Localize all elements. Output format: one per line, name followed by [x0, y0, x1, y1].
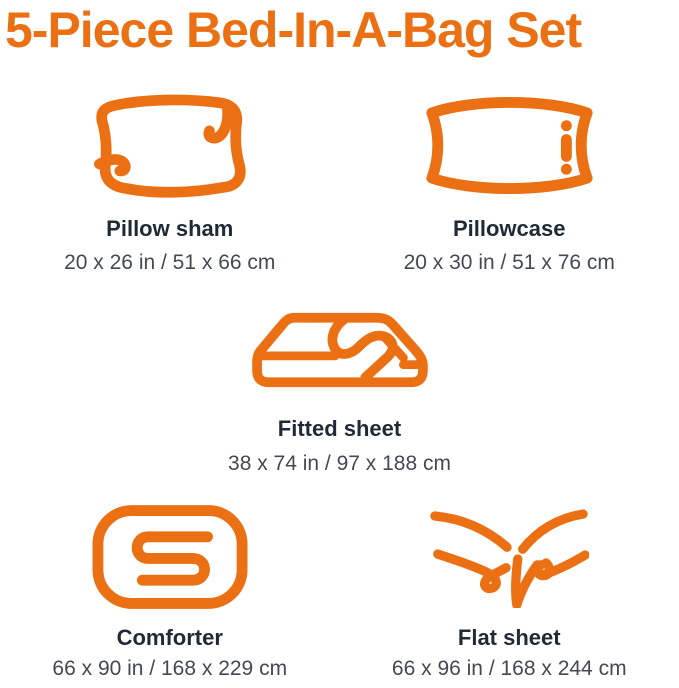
item-dimensions: 66 x 96 in / 168 x 244 cm: [391, 657, 627, 680]
item-label: Flat sheet: [457, 625, 561, 650]
item-dimensions: 20 x 26 in / 51 x 66 cm: [64, 251, 276, 274]
row-fitted-sheet: [0, 308, 679, 476]
item-fitted-sheet: [0, 308, 679, 476]
flat-sheet-icon: [429, 504, 589, 610]
comforter-icon: [91, 504, 249, 610]
item-comforter: [0, 504, 340, 681]
item-dimensions: 38 x 74 in / 97 x 188 cm: [228, 452, 451, 475]
item-dimensions: 66 x 90 in / 168 x 229 cm: [52, 657, 288, 680]
page-title: 5-Piece Bed-In-A-Bag Set: [5, 2, 582, 58]
pillowcase-icon: [418, 88, 601, 203]
item-label: Pillow sham: [106, 216, 234, 241]
item-label: Fitted sheet: [277, 416, 402, 441]
fitted-sheet-icon: [247, 308, 433, 392]
row-comforter-flat-sheet: [0, 504, 679, 681]
item-pillow-sham: [0, 88, 340, 275]
item-flat-sheet: [340, 504, 679, 681]
pillow-sham-icon: [89, 88, 251, 203]
item-dimensions: 20 x 30 in / 51 x 76 cm: [403, 251, 615, 274]
item-label: Comforter: [116, 625, 223, 650]
row-pillows: [0, 88, 679, 275]
item-pillowcase: [340, 88, 679, 275]
item-label: Pillowcase: [452, 216, 566, 241]
